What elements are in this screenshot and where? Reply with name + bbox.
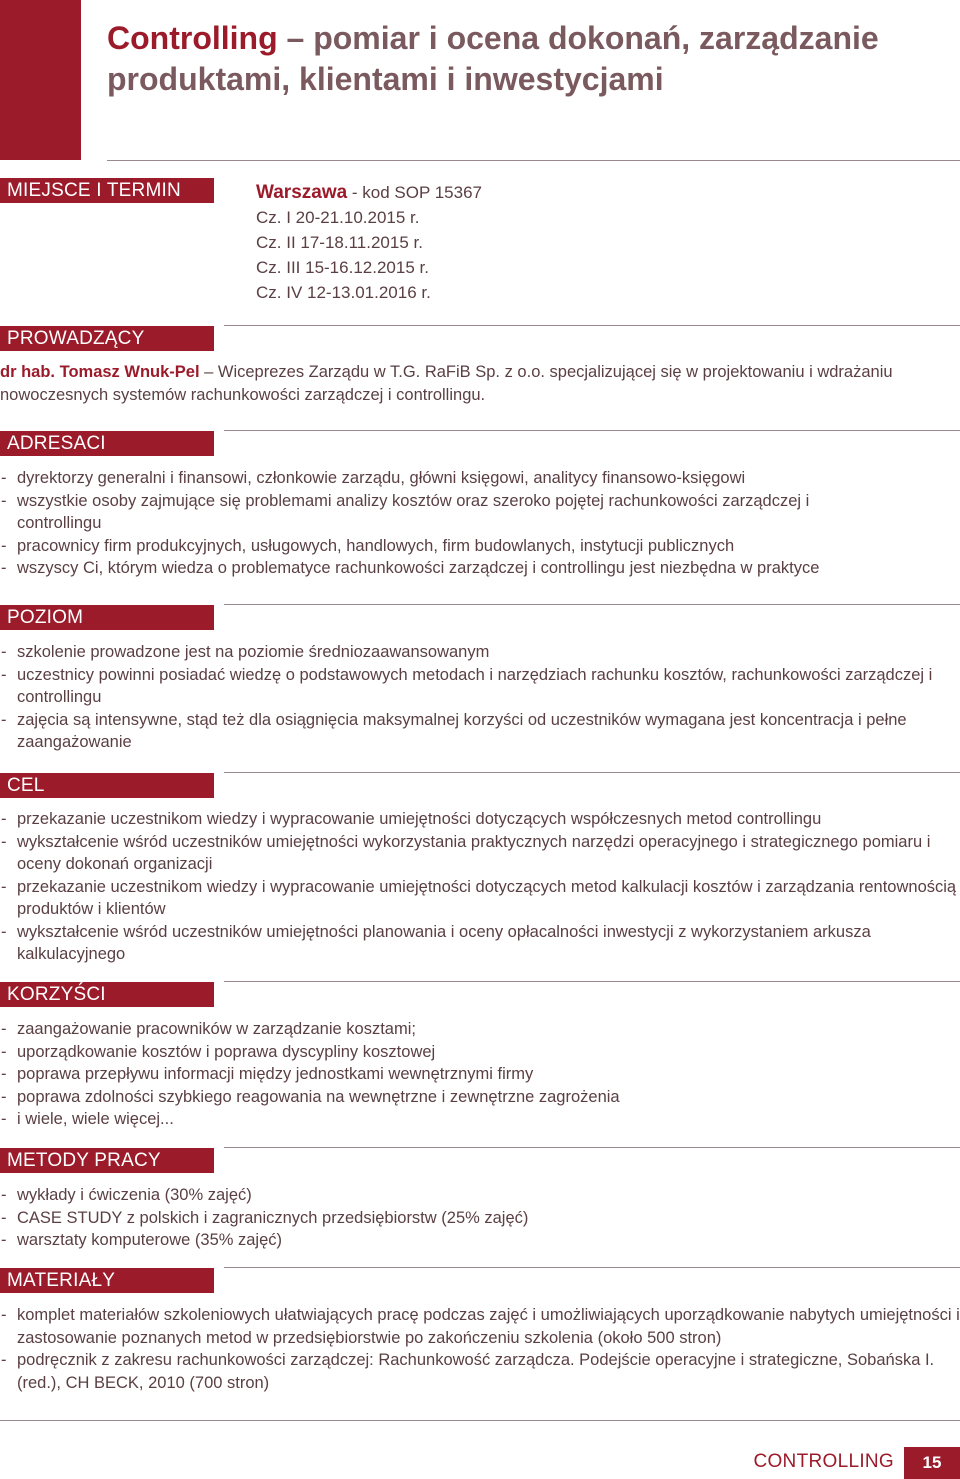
poziom-list [0,641,960,754]
list-item: - wykształcenie wśród uczestników umiejętności wykorzystania praktycznych narzędzi operacyjnego i strategicznego pomiaru i oceny dokonań organizacji [0,831,960,876]
section-divider [224,772,960,773]
metody-list [0,1184,960,1252]
section-label-prowadzacy: PROWADZĄCY [0,326,214,351]
section-label-metody: METODY PRACY [0,1148,214,1173]
list-item: - wszystkie osoby zajmujące się problemami analizy kosztów oraz szeroko pojętej rachunkowości zarządczej i controllingu [0,490,897,535]
bottom-divider [0,1420,960,1421]
section-divider [224,1267,960,1268]
page-title [107,18,947,100]
footer-label: CONTROLLING [753,1451,894,1472]
lecturer-description: – Wiceprezes Zarządu w T.G. RaFiB Sp. z o.o. specjalizującej się w projektowaniu i wdrażaniu nowoczesnych systemów rachunkowości zarządczej i controllingu. [0,363,893,404]
section-divider [224,604,960,605]
list-item: - poprawa zdolności szybkiego reagowania na wewnętrzne i zewnętrzne zagrożenia [0,1086,960,1109]
list-item: - podręcznik z zakresu rachunkowości zarządczej: Rachunkowość zarządcza. Podejście operacyjne i strategiczne, Sobańska I. (red.), CH BECK, 2010 (700 stron) [0,1349,952,1394]
list-item: - uczestnicy powinni posiadać wiedzę o podstawowych metodach i narzędziach rachunku kosztów, rachunkowości zarządczej i controllingu [0,664,947,709]
korzysci-list [0,1018,960,1131]
list-item: - uporządkowanie kosztów i poprawa dyscypliny kosztowej [0,1041,960,1064]
city-name: Warszawa [256,182,348,203]
cel-list [0,808,960,966]
list-item: - zaangażowanie pracowników w zarządzanie kosztami; [0,1018,960,1041]
list-item: - i wiele, wiele więcej... [0,1108,960,1131]
lecturer-name: dr hab. Tomasz Wnuk-Pel [0,363,200,381]
section-label-miejsce: MIEJSCE I TERMIN [0,178,214,203]
list-item: - poprawa przepływu informacji między jednostkami wewnętrznymi firmy [0,1063,960,1086]
date-item: Cz. III 15-16.12.2015 r. [256,258,429,277]
materialy-list [0,1304,960,1394]
date-item: Cz. II 17-18.11.2015 r. [256,233,423,252]
section-label-materialy: MATERIAŁY [0,1268,214,1293]
title-highlight: Controlling [107,20,278,56]
section-divider [224,1147,960,1148]
title-rest: – pomiar i ocena dokonań, zarządzanie produktami, klientami i inwestycjami [107,20,879,97]
section-label-poziom: POZIOM [0,605,214,630]
place-and-dates [256,180,482,305]
section-label-adresaci: ADRESACI [0,431,214,456]
section-label-korzysci: KORZYŚCI [0,982,214,1007]
list-item: - zajęcia są intensywne, stąd też dla osiągnięcia maksymalnej korzyści od uczestników wymagana jest koncentracja i pełne zaangażowanie [0,709,957,754]
section-divider [224,430,960,431]
list-item: - szkolenie prowadzone jest na poziomie średniozaawansowanym [0,641,960,664]
list-item: - dyrektorzy generalni i finansowi, członkowie zarządu, główni księgowi, analitycy finansowo-księgowi [0,467,960,490]
date-item: Cz. I 20-21.10.2015 r. [256,208,420,227]
list-item: - przekazanie uczestnikom wiedzy i wypracowanie umiejętności dotyczących współczesnych metod controllingu [0,808,960,831]
date-item: Cz. IV 12-13.01.2016 r. [256,283,431,302]
list-item: - pracownicy firm produkcyjnych, usługowych, handlowych, firm budowlanych, instytucji publicznych [0,535,960,558]
list-item: - warsztaty komputerowe (35% zajęć) [0,1229,960,1252]
page-number: 15 [904,1447,960,1479]
list-item: - przekazanie uczestnikom wiedzy i wypracowanie umiejętności dotyczących metod kalkulacji kosztów i zarządzania rentownością produktów i klientów [0,876,960,921]
list-item: - CASE STUDY z polskich i zagranicznych przedsiębiorstw (25% zajęć) [0,1207,960,1230]
list-item: - wykłady i ćwiczenia (30% zajęć) [0,1184,960,1207]
adresaci-list [0,467,960,580]
lecturer-info [0,361,960,407]
section-divider [224,981,960,982]
header-accent-bar [0,0,81,160]
section-divider [224,325,960,326]
section-label-cel: CEL [0,773,214,798]
place-line [256,180,482,205]
list-item: - wszyscy Ci, którym wiedza o problematyce rachunkowości zarządczej i controllingu jest niezbędna w praktyce [0,557,960,580]
title-divider [107,160,960,161]
list-item: - wykształcenie wśród uczestników umiejętności planowania i oceny opłacalności inwestycji z wykorzystaniem arkusza kalkulacyjnego [0,921,960,966]
list-item: - komplet materiałów szkoleniowych ułatwiających pracę podczas zajęć i umożliwiających uporządkowanie nabytych umiejętności i zastosowanie poznanych metod w przedsiębiorstwie po zakończeniu szkolenia (około 500 stron) [0,1304,960,1349]
course-code: - kod SOP 15367 [347,183,483,202]
